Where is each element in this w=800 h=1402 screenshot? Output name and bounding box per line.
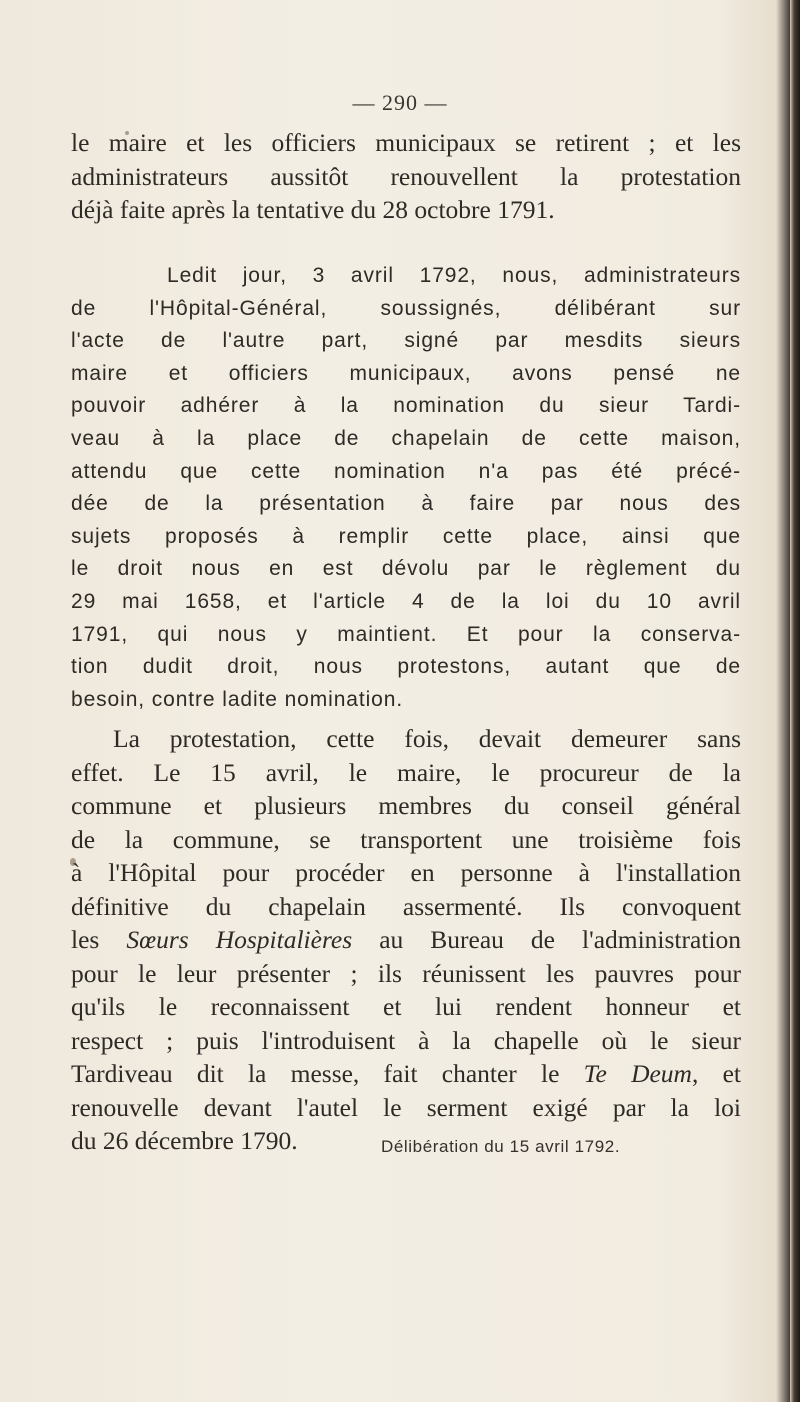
text-line: le droit nous en est dévolu par le règlement du	[71, 557, 741, 581]
text-line	[71, 923, 741, 957]
page-binding-edge	[790, 0, 800, 1402]
text-line: besoin, contre ladite nomination.	[71, 687, 404, 711]
narrative-paragraph	[71, 722, 741, 1158]
text-line: administrateurs aussitôt renouvellent la protestation	[71, 161, 741, 191]
text-line: veau à la place de chapelain de cette maison,	[71, 426, 741, 450]
text-line: de l'Hôpital-Général, soussignés, délibérant sur	[71, 296, 741, 320]
text-fragment: , et	[691, 1059, 741, 1088]
text-line: attendu que cette nomination n'a pas été précé-	[71, 459, 741, 483]
text-line: 1791, qui nous y maintient. Et pour la conserva-	[71, 622, 741, 646]
text-line: de la commune, se transportent une troisième fois	[71, 824, 741, 854]
text-line: pour le leur présenter ; ils réunissent les pauvres pour	[71, 958, 741, 988]
text-line: respect ; puis l'introduisent à la chapelle où le sieur	[71, 1025, 741, 1055]
text-fragment: les	[71, 925, 127, 954]
text-line: du 26 décembre 1790.	[71, 1126, 298, 1155]
italic-title-soeurs-hospitalieres: Sœurs Hospitalières	[126, 925, 353, 954]
text-line: sujets proposés à remplir cette place, ainsi que	[71, 524, 741, 548]
text-line: le maire et les officiers municipaux se retirent ; et les	[71, 128, 741, 157]
text-line: tion dudit droit, nous protestons, autant que de	[71, 655, 741, 679]
italic-title-te-deum: Te Deum	[583, 1059, 692, 1088]
paragraph-continuation	[71, 126, 741, 227]
source-citation: Délibération du 15 avril 1792.	[381, 1137, 621, 1156]
page-number: — 290 —	[352, 90, 448, 115]
text-line: dée de la présentation à faire par nous des	[71, 492, 741, 516]
text-line: maire et officiers municipaux, avons pensé ne	[71, 361, 741, 385]
text-line: définitive du chapelain assermenté. Ils convoquent	[71, 891, 741, 921]
text-line: pouvoir adhérer à la nomination du sieur Tardi-	[71, 394, 741, 418]
text-line: qu'ils le reconnaissent et lui rendent honneur et	[71, 992, 741, 1021]
text-fragment: Tardiveau dit la messe, fait chanter le	[71, 1059, 584, 1088]
text-line: 29 mai 1658, et l'article 4 de la loi du 10 avril	[71, 589, 741, 613]
text-line	[71, 1057, 741, 1091]
text-line: déjà faite après la tentative du 28 octobre 1791.	[71, 195, 555, 224]
text-fragment: au Bureau de l'administration	[352, 925, 742, 954]
text-line: à l'Hôpital pour procéder en personne à l'installation	[71, 858, 741, 887]
text-line: effet. Le 15 avril, le maire, le procureur de la	[71, 757, 741, 787]
text-line: commune et plusieurs membres du conseil général	[71, 791, 741, 820]
text-line: l'acte de l'autre part, signé par mesdits sieurs	[71, 329, 741, 353]
text-line: Ledit jour, 3 avril 1792, nous, administrateurs	[167, 264, 741, 287]
text-line: renouvelle devant l'autel le serment exigé par la loi	[71, 1092, 741, 1122]
text-line: La protestation, cette fois, devait demeurer sans	[113, 724, 741, 753]
quoted-deliberation	[71, 260, 741, 716]
